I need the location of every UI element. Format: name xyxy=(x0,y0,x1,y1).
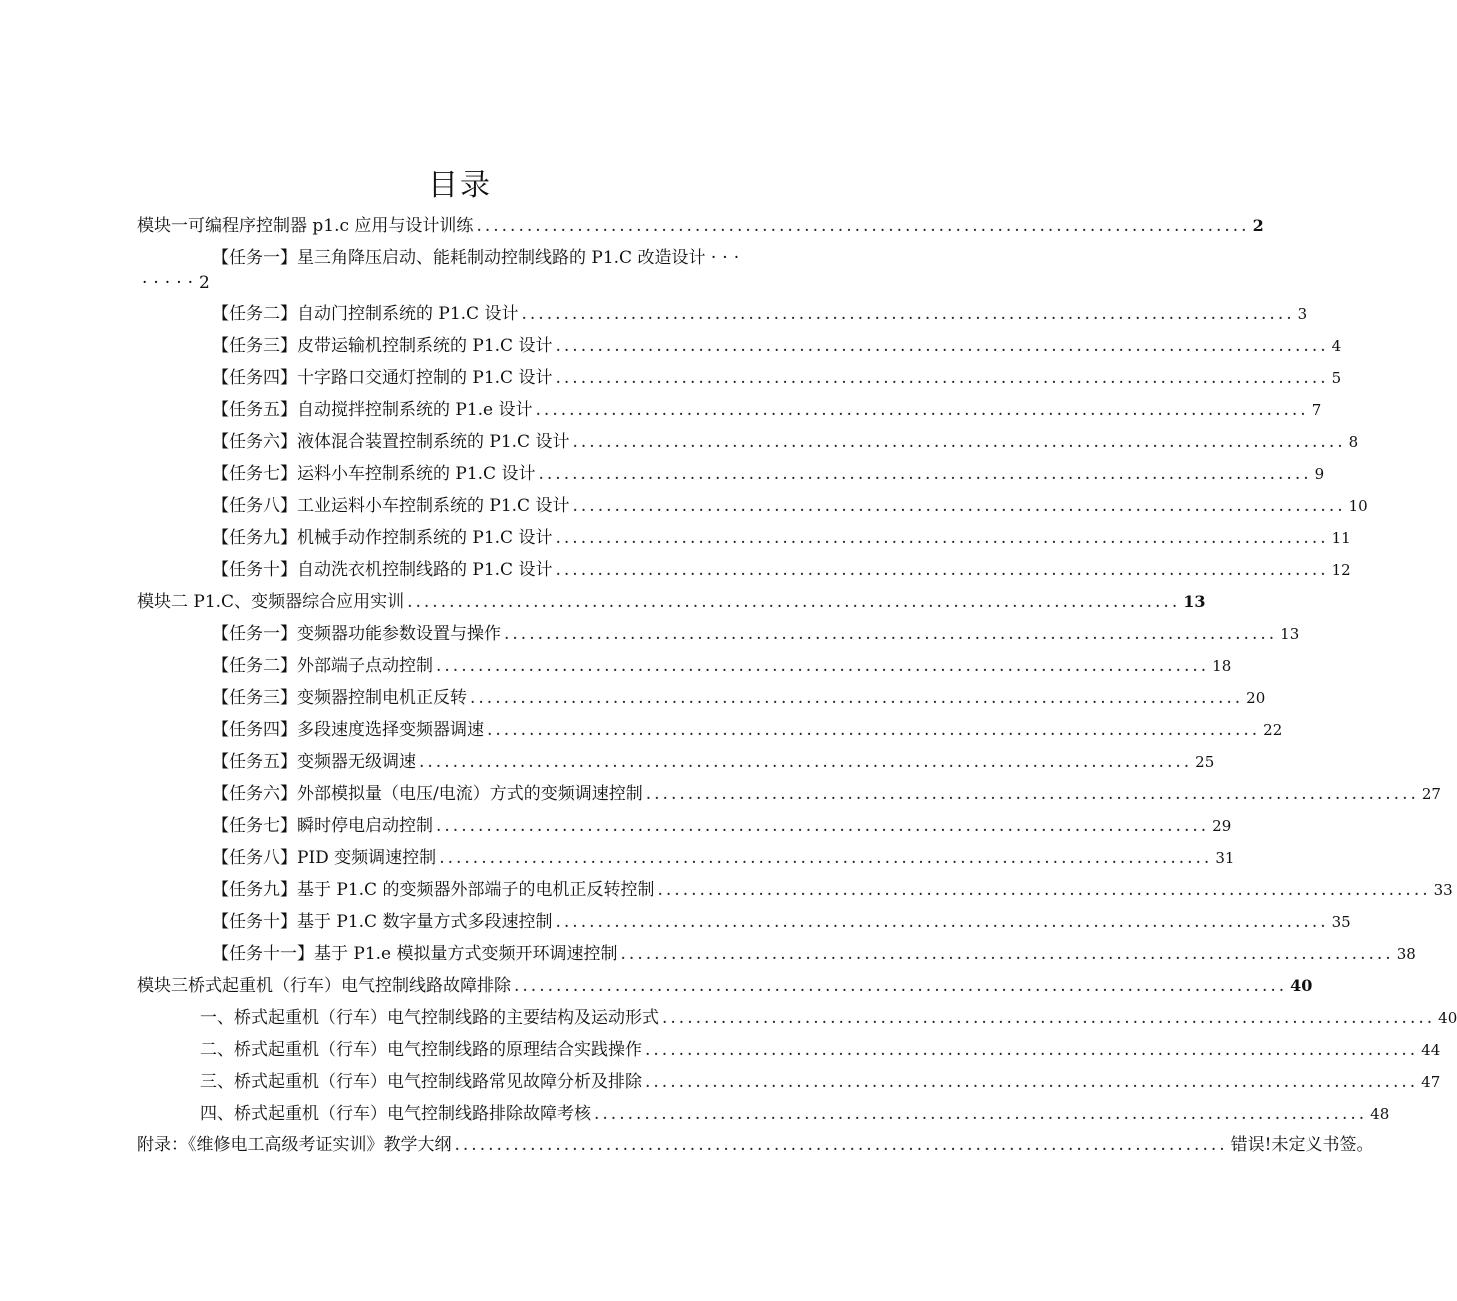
toc-leader: ............................................................................................ xyxy=(657,880,1431,900)
toc-label: 模块一可编程序控制器 p1.c 应用与设计训练 xyxy=(137,216,474,236)
toc-item-1-9[interactable] xyxy=(212,526,1351,550)
toc-page-number: 9 xyxy=(1314,465,1325,483)
toc-page-number: 40 xyxy=(1290,976,1313,995)
toc-page-number: 33 xyxy=(1433,881,1453,899)
toc-label: 一、桥式起重机（行车）电气控制线路的主要结构及运动形式 xyxy=(200,1008,659,1028)
toc-leader: ............................................................................................ xyxy=(436,816,1210,836)
toc-label: 【任务六】液体混合装置控制系统的 P1.C 设计 xyxy=(212,432,570,452)
toc-label: 【任务六】外部模拟量（电压/电流）方式的变频调速控制 xyxy=(212,784,643,804)
toc-page-number: 4 xyxy=(1331,337,1342,355)
toc-item-2-10[interactable] xyxy=(212,910,1351,934)
toc-item-3-3[interactable] xyxy=(200,1070,1441,1094)
toc-page-number: 47 xyxy=(1421,1073,1441,1091)
toc-label: 附录：《维修电工高级考证实训》教学大纲 xyxy=(137,1135,452,1155)
toc-label: 模块二 P1.C、变频器综合应用实训 xyxy=(137,592,405,612)
toc-label: 【任务三】变频器控制电机正反转 xyxy=(212,688,467,708)
toc-label: 模块三桥式起重机（行车）电气控制线路故障排除 xyxy=(137,976,511,996)
toc-module-1[interactable] xyxy=(137,214,1264,238)
toc-page-number: 3 xyxy=(1297,305,1308,323)
toc-item-1-7[interactable] xyxy=(212,462,1325,486)
toc-label: 【任务三】皮带运输机控制系统的 P1.C 设计 xyxy=(212,336,553,356)
toc-page-number: 错误!未定义书签。 xyxy=(1230,1135,1374,1155)
toc-module-2[interactable] xyxy=(137,590,1206,614)
toc-page-number: 44 xyxy=(1421,1041,1441,1059)
toc-leader: ............................................................................................ xyxy=(521,304,1295,324)
toc-item-2-2[interactable] xyxy=(212,654,1232,678)
toc-label: 【任务一】星三角降压启动、能耗制动控制线路的 P1.C 改造设计 xyxy=(212,248,706,268)
toc-item-1-6[interactable] xyxy=(212,430,1359,454)
toc-page-number: 25 xyxy=(1195,753,1215,771)
toc-leader: ............................................................................................ xyxy=(487,720,1261,740)
toc-leader: ............................................................................................ xyxy=(620,944,1394,964)
toc-leader: ............................................................................................ xyxy=(572,432,1346,452)
toc-leader: ............................................................................................ xyxy=(504,624,1278,644)
toc-page-number: 12 xyxy=(1331,561,1351,579)
toc-page-number: 8 xyxy=(1348,433,1359,451)
toc-label: 【任务二】自动门控制系统的 P1.C 设计 xyxy=(212,304,519,324)
toc-item-1-2[interactable] xyxy=(212,302,1308,326)
toc-label: 【任务一】变频器功能参数设置与操作 xyxy=(212,624,501,644)
toc-leader: ............................................................................................ xyxy=(436,656,1210,676)
toc-leader: ............................................................................................ xyxy=(572,496,1346,516)
toc-leader: ............................................................................................ xyxy=(555,560,1329,580)
toc-item-1-3[interactable] xyxy=(212,334,1342,358)
toc-item-1-8[interactable] xyxy=(212,494,1368,518)
toc-item-2-9[interactable] xyxy=(212,878,1453,902)
toc-leader: ............................................................................................ xyxy=(645,1072,1419,1092)
toc-item-2-3[interactable] xyxy=(212,686,1266,710)
toc-item-2-8[interactable] xyxy=(212,846,1235,870)
page-title: 目录 xyxy=(428,168,492,203)
toc-module-3[interactable] xyxy=(137,974,1313,998)
toc-page-number: 2 xyxy=(1252,216,1264,235)
toc-leader: ............................................................................................ xyxy=(407,592,1181,612)
toc-item-1-10[interactable] xyxy=(212,558,1351,582)
toc-appendix[interactable] xyxy=(137,1133,1374,1157)
toc-label: 【任务四】十字路口交通灯控制的 P1.C 设计 xyxy=(212,368,553,388)
toc-leader: ............................................................................................ xyxy=(645,784,1419,804)
toc-leader: ............................................................................................ xyxy=(555,528,1329,548)
toc-label: 【任务十】基于 P1.C 数字量方式多段速控制 xyxy=(212,912,553,932)
toc-label: 【任务七】运料小车控制系统的 P1.C 设计 xyxy=(212,464,536,484)
toc-page-number: 10 xyxy=(1348,497,1368,515)
toc-label: 【任务八】PID 变频调速控制 xyxy=(212,848,437,868)
toc-leader: ............................................................................................ xyxy=(662,1008,1436,1028)
toc-item-1-5[interactable] xyxy=(212,398,1322,422)
toc-page-number: 29 xyxy=(1212,817,1232,835)
toc-label: 【任务七】瞬时停电启动控制 xyxy=(212,816,433,836)
toc-leader: ............................................................................................ xyxy=(439,848,1213,868)
toc-leader: ............................................................................................ xyxy=(555,912,1329,932)
toc-item-1-1-continued xyxy=(142,271,210,295)
toc-page-number: 7 xyxy=(1311,401,1322,419)
toc-leader: ............................................................................................ xyxy=(538,464,1312,484)
toc-page-number: 40 xyxy=(1438,1009,1457,1027)
toc-page-number: 35 xyxy=(1331,913,1351,931)
toc-leader: ............................................................................................ xyxy=(535,400,1309,420)
toc-page-number: 11 xyxy=(1331,529,1351,547)
toc-page-number: 27 xyxy=(1421,785,1441,803)
toc-item-1-1[interactable] xyxy=(212,246,745,270)
toc-item-3-2[interactable] xyxy=(200,1038,1441,1062)
toc-label: 【任务九】机械手动作控制系统的 P1.C 设计 xyxy=(212,528,553,548)
toc-item-2-7[interactable] xyxy=(212,814,1232,838)
toc-page-number: 5 xyxy=(1331,369,1342,387)
toc-page-number: 20 xyxy=(1246,689,1266,707)
toc-leader: ............................................................................................ xyxy=(555,368,1329,388)
toc-item-2-4[interactable] xyxy=(212,718,1283,742)
toc-item-2-5[interactable] xyxy=(212,750,1215,774)
toc-page-number: 18 xyxy=(1212,657,1232,675)
toc-label: 【任务二】外部端子点动控制 xyxy=(212,656,433,676)
toc-leader: ............................................................................................ xyxy=(594,1104,1368,1124)
toc-leader: ............................................................................................ xyxy=(645,1040,1419,1060)
toc-label: 【任务九】基于 P1.C 的变频器外部端子的电机正反转控制 xyxy=(212,880,655,900)
toc-item-2-11[interactable] xyxy=(212,942,1416,966)
toc-label: 【任务十一】基于 P1.e 模拟量方式变频开环调速控制 xyxy=(212,944,618,964)
toc-item-2-6[interactable] xyxy=(212,782,1441,806)
toc-leader: ............................................................................................ xyxy=(476,216,1250,236)
toc-item-3-4[interactable] xyxy=(200,1102,1390,1126)
toc-item-1-4[interactable] xyxy=(212,366,1342,390)
toc-page-number: 2 xyxy=(199,273,210,293)
toc-label: 【任务四】多段速度选择变频器调速 xyxy=(212,720,484,740)
toc-label: 【任务五】自动搅拌控制系统的 P1.e 设计 xyxy=(212,400,533,420)
toc-page-number: 22 xyxy=(1263,721,1283,739)
toc-label: 【任务五】变频器无级调速 xyxy=(212,752,416,772)
toc-label: 四、桥式起重机（行车）电气控制线路排除故障考核 xyxy=(200,1104,591,1124)
toc-item-2-1[interactable] xyxy=(212,622,1300,646)
toc-page-number: 38 xyxy=(1396,945,1416,963)
toc-item-3-1[interactable] xyxy=(200,1006,1457,1030)
toc-page-number: 13 xyxy=(1183,592,1206,611)
toc-leader: ............................................................................................ xyxy=(555,336,1329,356)
toc-page-number: 13 xyxy=(1280,625,1300,643)
toc-leader: ............................................................................................ xyxy=(419,752,1193,772)
toc-page-number: 31 xyxy=(1215,849,1235,867)
toc-leader: ............................................................................................ xyxy=(454,1135,1228,1155)
toc-page-number: 48 xyxy=(1370,1105,1390,1123)
toc-leader: ............................................................................................ xyxy=(514,976,1288,996)
toc-label: 【任务八】工业运料小车控制系统的 P1.C 设计 xyxy=(212,496,570,516)
toc-leader: ····· xyxy=(142,273,200,293)
toc-leader: ............................................................................................ xyxy=(470,688,1244,708)
toc-label: 二、桥式起重机（行车）电气控制线路的原理结合实践操作 xyxy=(200,1040,642,1060)
toc-label: 三、桥式起重机（行车）电气控制线路常见故障分析及排除 xyxy=(200,1072,642,1092)
toc-label: 【任务十】自动洗衣机控制线路的 P1.C 设计 xyxy=(212,560,553,580)
toc-leader: ··· xyxy=(710,248,746,268)
